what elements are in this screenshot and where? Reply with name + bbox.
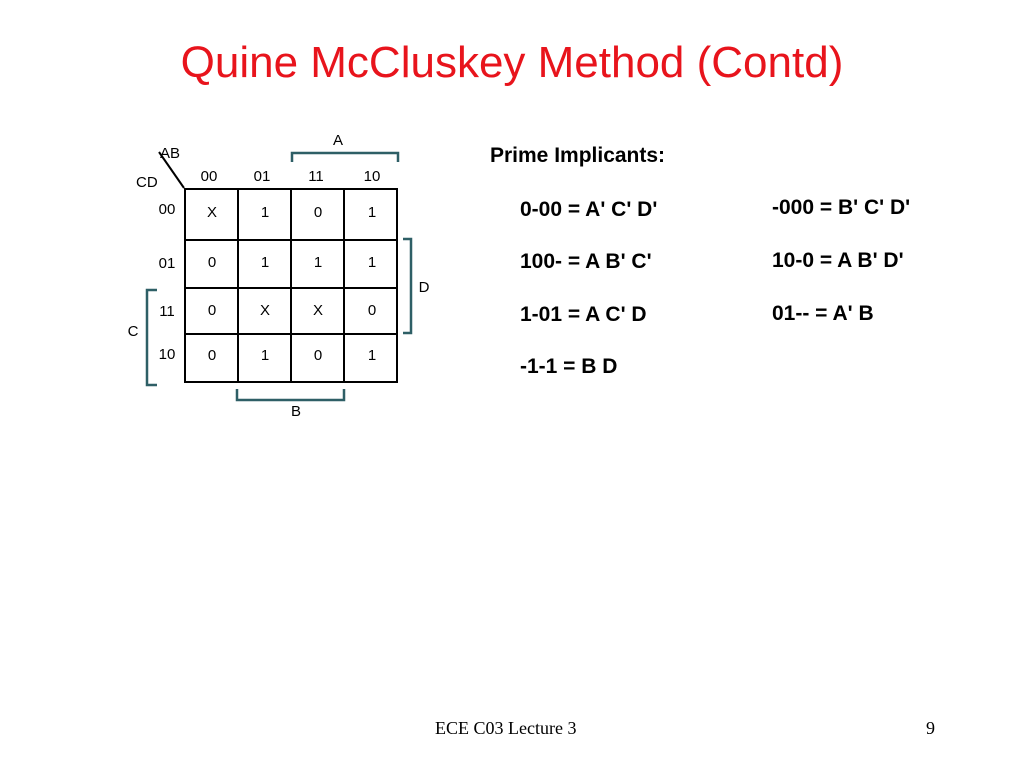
row-header: 11 [159, 303, 175, 320]
bracket-b [237, 389, 344, 400]
prime-implicant: 100- = A B' C' [520, 250, 652, 273]
corner-label-ab: AB [160, 145, 181, 162]
kmap-cell: X [312, 302, 324, 319]
slide-title: Quine McCluskey Method (Contd) [180, 38, 844, 87]
kmap-cell: X [206, 204, 218, 221]
prime-implicant: -000 = B' C' D' [772, 196, 911, 219]
kmap-cell: 1 [260, 347, 270, 364]
bracket-a [292, 153, 398, 162]
col-header: 00 [200, 168, 218, 185]
var-label-c: C [127, 323, 139, 340]
kmap-cell: 1 [367, 204, 377, 221]
col-header: 01 [253, 168, 271, 185]
row-header: 01 [158, 255, 176, 272]
footer-course: ECE C03 Lecture 3 [435, 718, 577, 738]
prime-implicant: 10-0 = A B' D' [772, 249, 904, 272]
kmap-cell: 1 [260, 204, 270, 221]
prime-implicant: 0-00 = A' C' D' [520, 198, 658, 221]
row-header: 10 [158, 346, 176, 363]
corner-label-cd: CD [136, 174, 158, 191]
var-label-a: A [332, 132, 344, 149]
kmap-cell: 0 [313, 347, 323, 364]
row-header: 00 [158, 201, 176, 218]
kmap-cell: 0 [207, 302, 217, 319]
footer-page-number: 9 [926, 718, 935, 738]
kmap-cell: X [259, 302, 271, 319]
bracket-d [403, 239, 411, 333]
prime-implicant: 1-01 = A C' D [520, 303, 647, 326]
var-label-d: D [418, 279, 430, 296]
kmap-cell: 0 [207, 347, 217, 364]
col-header: 10 [363, 168, 381, 185]
kmap-cell: 1 [367, 254, 377, 271]
prime-implicants-heading: Prime Implicants: [490, 144, 666, 167]
prime-implicant: -1-1 = B D [520, 355, 618, 378]
kmap-cell: 1 [367, 347, 377, 364]
kmap-cell: 0 [367, 302, 377, 319]
col-header: 11 [308, 168, 324, 185]
kmap-cell: 1 [313, 254, 323, 271]
var-label-b: B [290, 403, 302, 420]
prime-implicant: 01-- = A' B [772, 302, 874, 325]
bracket-c [147, 290, 157, 385]
kmap-cell: 1 [260, 254, 270, 271]
kmap-cell: 0 [207, 254, 217, 271]
kmap-cell: 0 [313, 204, 323, 221]
